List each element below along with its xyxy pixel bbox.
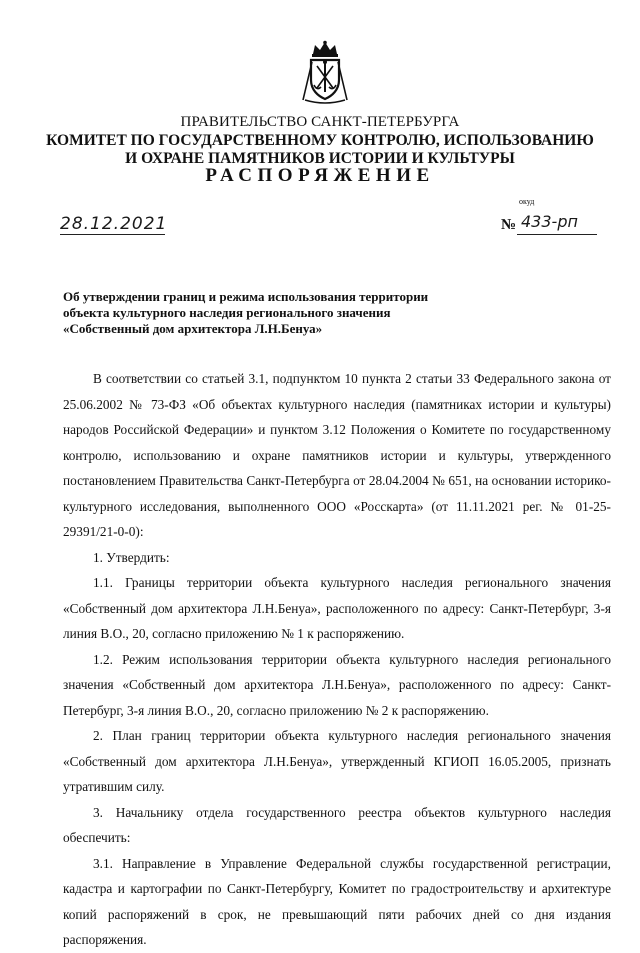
clause-3: 3. Начальнику отдела государственного реестра объектов культурного наследия обеспечить:	[63, 804, 611, 845]
document-subject	[63, 289, 483, 337]
committee-heading-line1: КОМИТЕТ ПО ГОСУДАРСТВЕННОМУ КОНТРОЛЮ, ИСПОЛЬЗОВАНИЮ	[46, 132, 594, 149]
saint-petersburg-coat-of-arms-icon	[297, 40, 353, 106]
date-underline	[60, 234, 165, 235]
clause-1-2: 1.2. Режим использования территории объекта культурного наследия регионального значения «Собственный дом архитектора Л.Н.Бенуа», расположенного по адресу: Санкт-Петербург, 3-я линия В.О., 20, согласно приложению № 2 к распоряжению.	[63, 651, 611, 718]
committee-heading-line2: И ОХРАНЕ ПАМЯТНИКОВ ИСТОРИИ И КУЛЬТУРЫ	[125, 150, 515, 167]
government-heading: ПРАВИТЕЛЬСТВО САНКТ-ПЕТЕРБУРГА	[180, 114, 460, 130]
subject-line1: Об утверждении границ и режима использования территории	[63, 289, 429, 304]
subject-line2: объекта культурного наследия регионального значения	[63, 305, 391, 320]
subject-line3: «Собственный дом архитектора Л.Н.Бенуа»	[63, 321, 323, 336]
handwritten-date: 28.12.2021	[60, 214, 168, 234]
number-underline	[517, 234, 597, 235]
number-sign: №	[501, 217, 517, 233]
preamble-paragraph: В соответствии со статьей 3.1, подпунктом 10 пункта 2 статьи 33 Федерального закона от 25.06.2002 № 73-ФЗ «Об объектах культурного наследия (памятниках истории и культуры) народов Российской Федерации» и пунктом 3.12 Положения о Комитете по государственному контролю, использованию и охране памятников истории и культуры, утвержденного постановлением Правительства Санкт-Петербурга от 28.04.2004 № 651, на основании историко-культурного исследования, выполненного ООО «Росскарта» (от 11.11.2021 рег. № 01-25-29391/21-0-0):	[63, 371, 611, 539]
document-body	[63, 366, 611, 953]
clause-2: 2. План границ территории объекта культурного наследия регионального значения «Собственный дом архитектора Л.Н.Бенуа», утвержденный КГИОП 16.05.2005, признать утратившим силу.	[63, 728, 611, 794]
clause-1: 1. Утвердить:	[93, 549, 170, 565]
clause-1-1: 1.1. Границы территории объекта культурного наследия регионального значения «Собственный дом архитектора Л.Н.Бенуа», расположенного по адресу: Санкт-Петербург, 3-я линия В.О., 20, согласно приложению № 1 к распоряжению.	[63, 575, 611, 641]
okud-label: окуд	[519, 197, 535, 206]
document-type-title: РАСПОРЯЖЕНИЕ	[205, 165, 435, 186]
clause-3-1: 3.1. Направление в Управление Федеральной службы государственной регистрации, кадастра и картографии по Санкт-Петербургу, Комитет по градостроительству и архитектуре копий распоряжений в срок, не превышающий пяти рабочих дней со дня издания распоряжения.	[63, 855, 611, 947]
handwritten-number: 433-рп	[521, 212, 578, 231]
